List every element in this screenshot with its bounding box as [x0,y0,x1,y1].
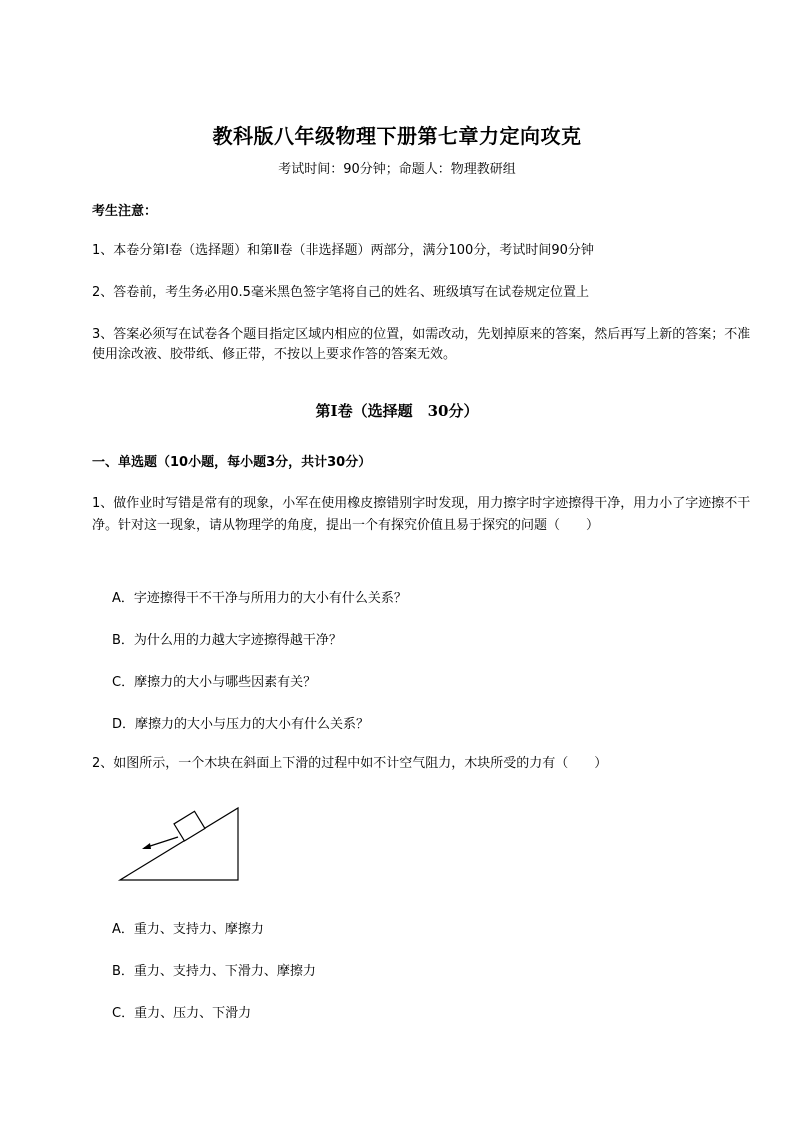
question-1-option-c[interactable]: C．摩擦力的大小与哪些因素有关？ [112,675,317,690]
wooden-block [174,811,205,841]
question-group-title: 一、单选题（10小题，每小题3分，共计30分） [92,455,372,470]
question-2-option-b[interactable]: B．重力、支持力、下滑力、摩擦力 [112,964,316,979]
question-2-option-c[interactable]: C．重力、压力、下滑力 [112,1006,252,1021]
motion-arrow-head [142,843,151,849]
incline-block-figure [116,804,246,884]
question-1-option-b[interactable]: B．为什么用的力越大字迹擦得越干净？ [112,633,342,648]
question-1-stem: 1、做作业时写错是常有的现象，小军在使用橡皮擦错别字时发现，用力擦字时字迹擦得干净，用力小了字迹擦不干净。针对这一现象，请从物理学的角度，提出一个有探究价值且易于探究的问题（ ） [92,496,751,533]
question-2-stem: 2、如图所示，一个木块在斜面上下滑的过程中如不计空气阻力，木块所受的力有（ ） [92,756,608,771]
notice-item-3: 3、答案必须写在试卷各个题目指定区域内相应的位置，如需改动，先划掉原来的答案，然后再写上新的答案；不准使用涂改液、胶带纸、修正带，不按以上要求作答的答案无效。 [92,327,751,362]
notice-item-2: 2、答卷前，考生务必用0.5毫米黑色签字笔将自己的姓名、班级填写在试卷规定位置上 [92,285,589,300]
page-title: 教科版八年级物理下册第七章力定向攻克 [212,124,582,148]
question-2-option-a[interactable]: A．重力、支持力、摩擦力 [112,922,264,937]
question-1-option-d[interactable]: D．摩擦力的大小与压力的大小有什么关系？ [112,717,370,732]
incline-triangle [120,808,238,880]
exam-info: 考试时间：90分钟；命题人：物理教研组 [278,162,516,177]
question-1-option-a[interactable]: A．字迹擦得干不干净与所用力的大小有什么关系？ [112,591,407,606]
section-title: 第I卷（选择题 30分） [315,402,479,420]
notice-item-1: 1、本卷分第I卷（选择题）和第Ⅱ卷（非选择题）两部分，满分100分，考试时间90分钟 [92,243,594,258]
notice-heading: 考生注意： [92,204,158,219]
